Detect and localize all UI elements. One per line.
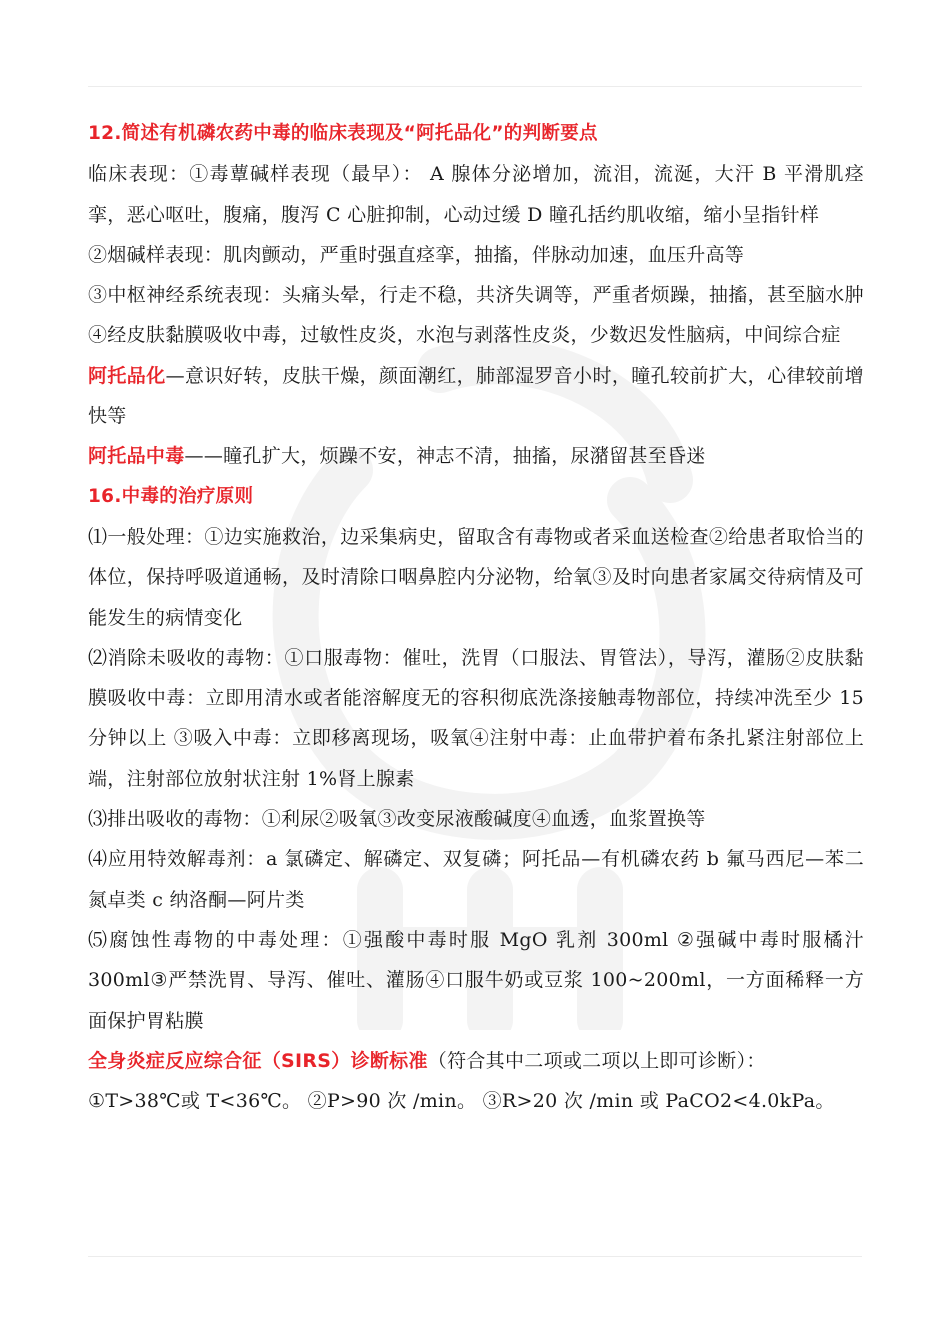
atropinization-label: 阿托品化 (88, 364, 166, 387)
sirs-label: 全身炎症反应综合征（SIRS）诊断标准 (88, 1049, 428, 1072)
sirs-criteria: ①T>38℃或 T<36℃。 ②P>90 次 /min。 ③R>20 次 /min 或 PaCO2<4.0kPa。 (88, 1090, 835, 1113)
section-12-heading: 12.简述有机磷农药中毒的临床表现及“阿托品化”的判断要点 (88, 123, 598, 144)
document-body (88, 114, 864, 1121)
atropine-poisoning-text: ——瞳孔扩大，烦躁不安，神志不清，抽搐，尿潴留甚至昏迷 (184, 445, 706, 468)
clinical-manifestations: 临床表现：①毒蕈碱样表现（最早）： A 腺体分泌增加，流泪，流涎，大汗 B 平滑肌痉挛，恶心呕吐，腹痛，腹泻 C 心脏抑制，心动过缓 D 瞳孔括约肌收缩，缩小呈指针样 (88, 163, 864, 226)
atropinization-paragraph (88, 356, 864, 437)
bottom-divider (88, 1256, 862, 1257)
treatment-item-5: ⑸腐蚀性毒物的中毒处理：①强酸中毒时服 MgO 乳剂 300ml ②强碱中毒时服橘汁 300ml③严禁洗胃、导泻、催吐、灌肠④口服牛奶或豆浆 100~200ml，一方面稀释一方面保护胃粘膜 (88, 928, 864, 1032)
nicotinic-manifestations: ②烟碱样表现：肌肉颤动，严重时强直痉挛，抽搐，伴脉动加速，血压升高等 (88, 243, 745, 266)
treatment-item-1: ⑴一般处理：①边实施救治，边采集病史，留取含有毒物或者采血送检查②给患者取恰当的体位，保持呼吸道通畅，及时清除口咽鼻腔内分泌物，给氧③及时向患者家属交待病情及可能发生的病情变化 (88, 525, 864, 629)
section-16-heading: 16.中毒的治疗原则 (88, 485, 254, 507)
treatment-item-2: ⑵消除未吸收的毒物：①口服毒物：催吐，洗胃（口服法、胃管法），导泻，灌肠②皮肤黏膜吸收中毒：立即用清水或者能溶解度无的容积彻底洗涤接触毒物部位，持续冲洗至少 15 分钟以上 ③吸入中毒：立即移离现场，吸氧④注射中毒：止血带护着布条扎紧注射部位上端，注射部位放射状注射 1%肾上腺素 (88, 646, 864, 790)
top-divider (88, 86, 862, 87)
sirs-paragraph (88, 1041, 864, 1081)
atropine-poisoning-label: 阿托品中毒 (88, 445, 185, 468)
cns-manifestations: ③中枢神经系统表现：头痛头晕，行走不稳，共济失调等，严重者烦躁，抽搐，甚至脑水肿④经皮肤黏膜吸收中毒，过敏性皮炎，水泡与剥落性皮炎，少数迟发性脑病，中间综合症 (88, 284, 864, 347)
atropinization-text: —意识好转，皮肤干燥，颜面潮红，肺部湿罗音小时，瞳孔较前扩大，心律较前增快等 (88, 364, 864, 428)
treatment-item-3: ⑶排出吸收的毒物：①利尿②吸氧③改变尿液酸碱度④血透，血浆置换等 (88, 808, 706, 831)
atropine-poisoning-paragraph (88, 436, 864, 476)
sirs-note: （符合其中二项或二项以上即可诊断）： (427, 1049, 766, 1072)
treatment-item-4: ⑷应用特效解毒剂：a 氯磷定、解磷定、双复磷；阿托品—有机磷农药 b 氟马西尼—苯二氮卓类 c 纳洛酮—阿片类 (88, 848, 864, 911)
